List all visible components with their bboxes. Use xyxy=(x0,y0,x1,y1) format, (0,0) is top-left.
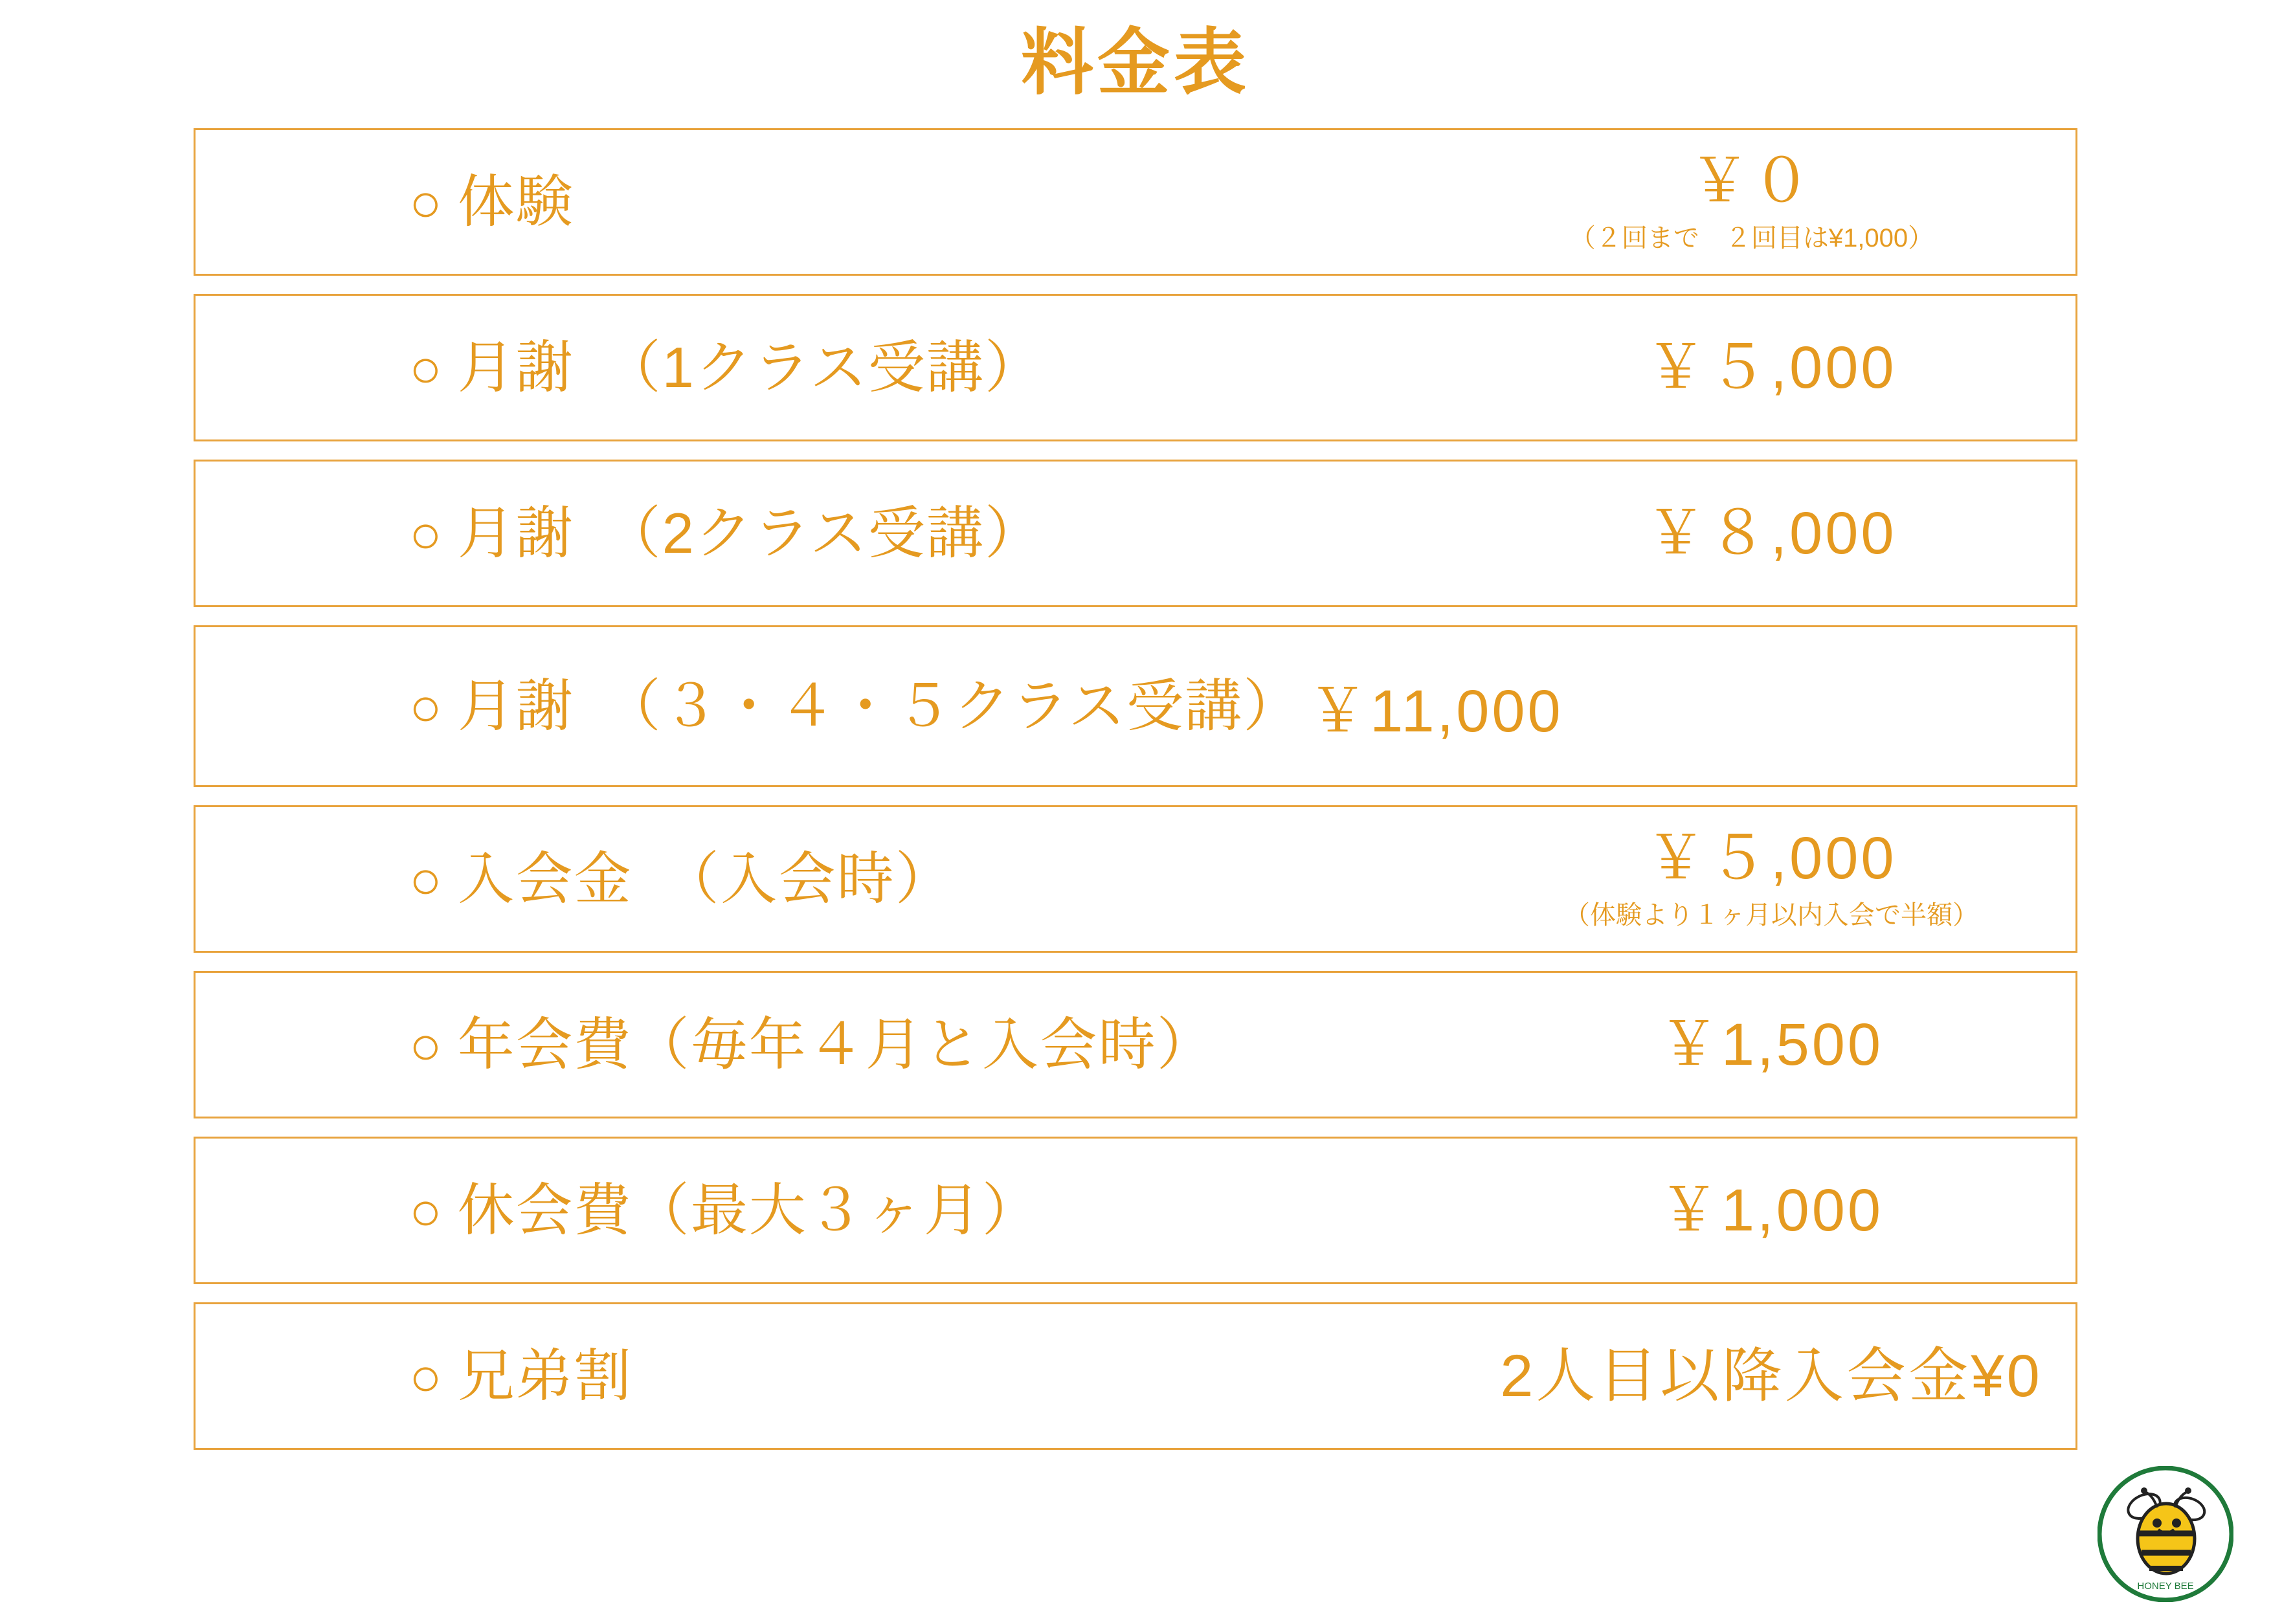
row-label xyxy=(196,675,1301,738)
row-label-text: 年会費（毎年４月と入会時） xyxy=(457,1012,1215,1076)
row-label xyxy=(196,502,1043,565)
row-price-group xyxy=(1486,1139,2056,1282)
row-price-group xyxy=(1486,296,2056,439)
row-label-text: 月謝 （1クラス受講） xyxy=(457,335,1044,399)
bee-mascot-logo xyxy=(2098,1466,2233,1602)
circle-bullet-icon: ○ xyxy=(409,849,443,910)
row-label xyxy=(196,848,954,911)
row-note: （２回まで ２回目は¥1,000） xyxy=(1569,224,1934,253)
table-row xyxy=(194,460,2077,607)
row-label-text: 体験 xyxy=(457,169,574,234)
row-price: ￥11,000 xyxy=(1308,678,1563,745)
circle-bullet-icon: ○ xyxy=(409,676,443,737)
circle-bullet-icon: ○ xyxy=(409,337,443,399)
row-price: ￥８,000 xyxy=(1646,500,1897,567)
table-row xyxy=(194,128,2077,276)
row-price-group xyxy=(1486,807,2056,951)
circle-bullet-icon: ○ xyxy=(409,1180,443,1241)
row-label xyxy=(196,1345,632,1408)
row-note: （体験より１ヶ月以内入会で半額） xyxy=(1564,901,1978,930)
row-label-text: 入会金 （入会時） xyxy=(457,846,954,911)
row-label-text: 休会費（最大３ヶ月） xyxy=(457,1177,1040,1242)
row-price: 2人目以降入会金¥0 xyxy=(1500,1343,2042,1410)
circle-bullet-icon: ○ xyxy=(409,503,443,564)
page-title: 料金表 xyxy=(1021,22,1250,103)
circle-bullet-icon: ○ xyxy=(409,1346,443,1407)
row-price-group xyxy=(1486,1304,2056,1448)
row-label xyxy=(196,1179,1040,1242)
table-row xyxy=(194,1137,2077,1284)
circle-bullet-icon: ○ xyxy=(409,1014,443,1076)
row-price: ￥５,000 xyxy=(1646,335,1897,401)
table-row xyxy=(194,294,2077,441)
table-row xyxy=(194,805,2077,953)
circle-bullet-icon: ○ xyxy=(409,172,443,233)
row-label xyxy=(196,171,574,234)
row-price: ￥1,000 xyxy=(1659,1177,1884,1244)
price-table xyxy=(194,128,2077,1450)
row-label xyxy=(196,1014,1215,1076)
row-label-text: 兄弟割 xyxy=(457,1343,632,1408)
row-price-group xyxy=(1428,130,2075,274)
table-row xyxy=(194,971,2077,1118)
row-price-group xyxy=(1486,462,2056,605)
row-price: ￥０ xyxy=(1689,148,1814,214)
row-price: ￥５,000 xyxy=(1646,825,1897,891)
table-row xyxy=(194,625,2077,787)
row-price: ￥1,500 xyxy=(1659,1012,1884,1078)
logo-text: HONEY BEE xyxy=(2137,1581,2194,1592)
row-price-group xyxy=(1486,973,2056,1117)
row-label xyxy=(196,337,1043,399)
row-label-text: 月謝 （３・４・５クラス受講） xyxy=(457,673,1302,738)
table-row xyxy=(194,1302,2077,1450)
row-label-text: 月謝 （2クラス受講） xyxy=(457,500,1044,565)
